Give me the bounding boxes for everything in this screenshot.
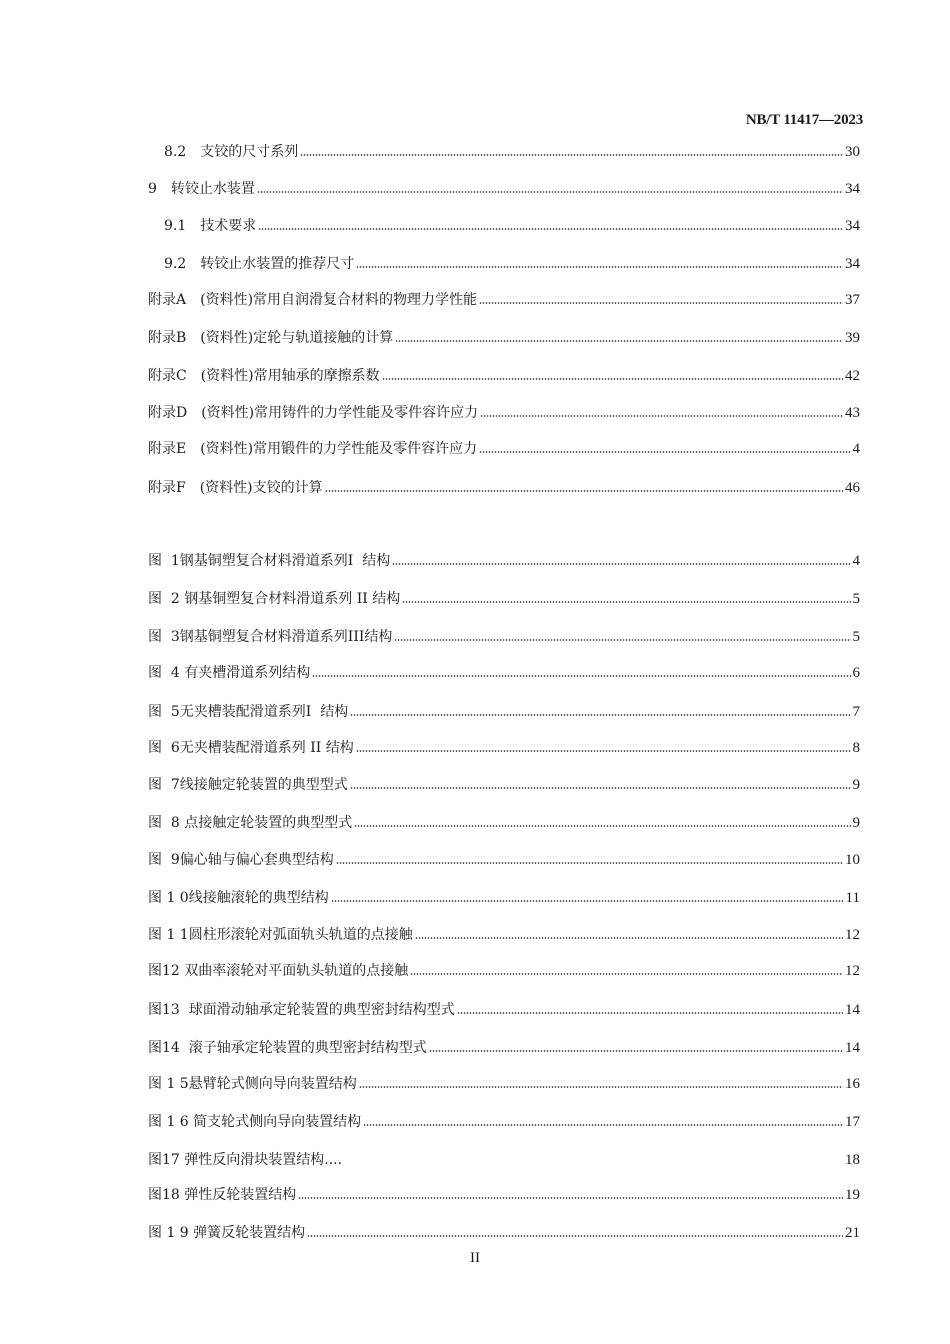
toc-entry[interactable]	[164, 254, 860, 274]
toc-entry-page: 34	[845, 256, 860, 272]
toc-entry-label: 图 1 0线接触滚轮的典型结构	[148, 890, 329, 906]
dot-leader	[354, 824, 850, 828]
toc-entry-page: 46	[845, 480, 860, 496]
dot-leader	[257, 190, 843, 194]
dot-leader	[350, 786, 851, 790]
toc-entry-label: 附录A (资料性)常用自润滑复合材料的物理力学性能	[148, 292, 478, 308]
toc-figure-entry[interactable]	[148, 1112, 860, 1132]
toc-entry-page: 37	[845, 292, 860, 308]
toc-entry-page: 30	[845, 144, 860, 160]
dot-leader	[410, 972, 843, 976]
toc-figure-entry[interactable]	[148, 813, 860, 833]
toc-entry-label: 图 4 有夹槽滑道系列结构	[148, 665, 311, 681]
toc-entry[interactable]	[148, 478, 860, 498]
toc-entry-page: 8	[852, 740, 860, 756]
toc-figure-entry[interactable]	[148, 775, 860, 795]
toc-entry-label: 附录D (资料性)常用铸件的力学性能及零件容许应力	[148, 405, 479, 421]
dot-leader	[479, 450, 850, 454]
dot-leader	[479, 301, 843, 305]
dot-leader	[307, 1234, 843, 1238]
toc-entry-page: 16	[845, 1076, 860, 1092]
toc-entry-page: 14	[845, 1002, 860, 1018]
toc-entry-label: 附录B (资料性)定轮与轨道接触的计算	[148, 330, 394, 346]
toc-figure-entry[interactable]	[148, 1038, 860, 1058]
dot-leader	[415, 936, 843, 940]
toc-entry[interactable]	[164, 142, 860, 162]
toc-figure-entry[interactable]	[148, 738, 860, 758]
toc-entry-label: 附录E (资料性)常用锻件的力学性能及零件容许应力	[148, 441, 478, 457]
page-header-standard-number: NB/T 11417—2023	[745, 112, 863, 128]
toc-entry-label: 图 8 点接触定轮装置的典型型式	[148, 815, 353, 831]
toc-figure-entry[interactable]	[148, 888, 860, 908]
toc-figure-entry[interactable]	[148, 1074, 860, 1094]
toc-entry-page: 5	[852, 629, 860, 645]
dot-leader	[429, 1049, 843, 1053]
toc-entry-label: 图 7线接触定轮装置的典型型式	[148, 777, 348, 793]
toc-entry-label: 9.2 转铰止水装置的推荐尺寸	[164, 256, 355, 272]
toc-entry-label: 图 3钢基铜塑复合材料滑道系列III结构	[148, 629, 393, 645]
toc-entry-label: 图14 滚子轴承定轮装置的典型密封结构型式	[148, 1040, 427, 1056]
toc-entry-page: 21	[845, 1225, 860, 1241]
toc-entry[interactable]	[148, 328, 860, 348]
dot-leader	[363, 1123, 843, 1127]
toc-entry[interactable]	[148, 290, 860, 310]
toc-entry-page: 9	[852, 777, 860, 793]
dot-leader	[359, 1085, 843, 1089]
toc-entry-page: 12	[845, 927, 860, 943]
toc-entry-page: 5	[852, 591, 860, 607]
dot-leader	[300, 153, 843, 157]
toc-entry-label: 图 1钢基铜塑复合材料滑道系列I 结构	[148, 553, 391, 569]
toc-entry-page: 17	[845, 1114, 860, 1130]
toc-figure-entry[interactable]	[148, 1000, 860, 1020]
dot-leader	[356, 749, 851, 753]
toc-entry-page: 11	[845, 890, 860, 906]
toc-entry-page: 10	[845, 852, 860, 868]
toc-entry-label: 图 5无夹槽装配滑道系列I 结构	[148, 704, 349, 720]
toc-entry[interactable]	[148, 366, 860, 386]
dot-leader	[402, 600, 850, 604]
dot-leader	[356, 265, 843, 269]
toc-entry-page: 39	[845, 330, 860, 346]
dot-leader	[298, 1196, 843, 1200]
toc-entry-label: 图 2 钢基铜塑复合材料滑道系列 II 结构	[148, 591, 401, 607]
toc-entry-label: 9 转铰止水装置	[148, 181, 255, 197]
toc-entry-page: 6	[852, 665, 860, 681]
toc-entry-label: 附录F (资料性)支铰的计算	[148, 480, 323, 496]
toc-figure-entry[interactable]	[148, 1223, 860, 1243]
dot-leader	[394, 638, 850, 642]
toc-entry-page: 4	[852, 441, 860, 457]
toc-entry-label: 图 6无夹槽装配滑道系列 II 结构	[148, 740, 354, 756]
toc-entry-page: 42	[845, 368, 860, 384]
toc-entry-label: 图12 双曲率滚轮对平面轨头轨道的点接触	[148, 963, 409, 979]
toc-entry-label: 图 1 9 弹簧反轮装置结构	[148, 1225, 306, 1241]
dot-leader	[258, 227, 843, 231]
toc-entry-page: 9	[852, 815, 860, 831]
dot-leader	[331, 899, 844, 903]
dot-leader	[457, 1011, 843, 1015]
toc-entry-label: 图17 弹性反向滑块装置结构....	[148, 1152, 343, 1168]
toc-entry-label: 图 1 5悬臂轮式侧向导向装置结构	[148, 1076, 357, 1092]
toc-entry-label: 图13 球面滑动轴承定轮装置的典型密封结构型式	[148, 1002, 455, 1018]
dot-leader	[480, 414, 843, 418]
page-number-footer: II	[470, 1250, 480, 1266]
toc-figure-entry[interactable]	[148, 663, 860, 683]
toc-figure-entry[interactable]	[148, 961, 860, 981]
dot-leader	[325, 489, 843, 493]
toc-entry-label: 图 9偏心轴与偏心套典型结构	[148, 852, 334, 868]
toc-figure-entry[interactable]	[148, 627, 860, 647]
toc-figure-entry[interactable]	[148, 589, 860, 609]
toc-entry-page: 12	[845, 963, 860, 979]
toc-entry[interactable]	[148, 439, 860, 459]
dot-leader	[350, 713, 850, 717]
toc-figure-entry[interactable]	[148, 925, 860, 945]
dot-leader	[392, 562, 850, 566]
toc-figure-entry[interactable]	[148, 850, 860, 870]
toc-entry-page: 43	[845, 405, 860, 421]
toc-entry-page: 34	[845, 181, 860, 197]
toc-entry-page: 4	[852, 553, 860, 569]
dot-leader	[336, 861, 843, 865]
toc-entry-page: 19	[845, 1187, 860, 1203]
toc-entry-label: 图 1 1圆柱形滚轮对弧面轨头轨道的点接触	[148, 927, 413, 943]
dot-leader	[312, 674, 850, 678]
toc-figure-entry[interactable]	[148, 551, 860, 571]
toc-entry-label: 图18 弹性反轮装置结构	[148, 1187, 297, 1203]
toc-entry[interactable]	[164, 216, 860, 236]
toc-entry-label: 8.2 支铰的尺寸系列	[164, 144, 299, 160]
dot-leader	[395, 339, 843, 343]
toc-entry-page: 7	[852, 704, 860, 720]
toc-entry-label: 附录C (资料性)常用轴承的摩擦系数	[148, 368, 380, 384]
toc-figure-entry[interactable]	[148, 1150, 860, 1170]
toc-figure-entry[interactable]	[148, 1185, 860, 1205]
toc-entry-page: 34	[845, 218, 860, 234]
toc-figure-entry[interactable]	[148, 702, 860, 722]
dot-leader	[382, 377, 843, 381]
toc-entry[interactable]	[148, 179, 860, 199]
toc-entry-label: 图 1 6 简支轮式侧向导向装置结构	[148, 1114, 362, 1130]
toc-entry[interactable]	[148, 403, 860, 423]
toc-entry-page: 18	[845, 1152, 860, 1168]
toc-entry-page: 14	[845, 1040, 860, 1056]
toc-entry-label: 9.1 技术要求	[164, 218, 257, 234]
